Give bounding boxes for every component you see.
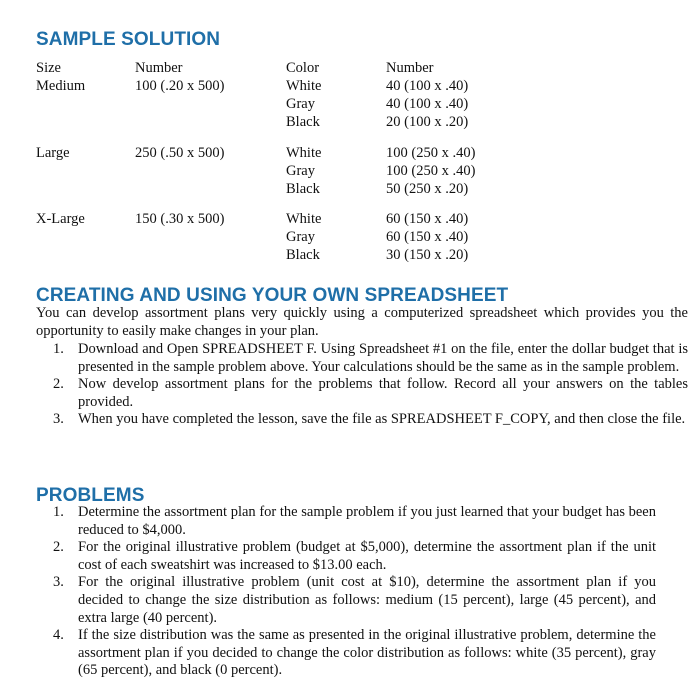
column-header-number: Number bbox=[135, 60, 183, 76]
count-white: 100 (250 x .40) bbox=[386, 145, 476, 161]
size-medium: Medium bbox=[36, 78, 86, 94]
list-number: 3. bbox=[53, 411, 64, 428]
list-number: 3. bbox=[53, 574, 64, 591]
color-black: Black bbox=[286, 247, 320, 263]
medium-color-counts bbox=[386, 77, 468, 131]
spreadsheet-section-heading: CREATING AND USING YOUR OWN SPREADSHEET bbox=[36, 285, 509, 306]
color-black: Black bbox=[286, 114, 320, 130]
column-header-size: Size bbox=[36, 60, 61, 76]
color-white: White bbox=[286, 78, 322, 94]
sample-solution-heading: SAMPLE SOLUTION bbox=[36, 29, 221, 50]
size-large-number: 250 (.50 x 500) bbox=[135, 145, 225, 161]
color-white: White bbox=[286, 211, 322, 227]
count-gray: 100 (250 x .40) bbox=[386, 163, 476, 179]
list-item bbox=[36, 376, 688, 411]
problems-heading: PROBLEMS bbox=[36, 485, 145, 506]
color-gray: Gray bbox=[286, 229, 315, 245]
spreadsheet-intro: You can develop assortment plans very quickly using a computerized spreadsheet which provides you the opportunity to easily make changes in your plan. bbox=[36, 305, 688, 339]
list-item bbox=[36, 627, 656, 680]
size-medium-number: 100 (.20 x 500) bbox=[135, 78, 225, 94]
size-x-large-number: 150 (.30 x 500) bbox=[135, 211, 225, 227]
size-large: Large bbox=[36, 145, 70, 161]
list-item bbox=[36, 574, 656, 627]
list-text: For the original illustrative problem (budget at $5,000), determine the assortment plan if the unit cost of each sweatshirt was increased to $13.00 each. bbox=[78, 539, 656, 573]
list-text: Download and Open SPREADSHEET F. Using Spreadsheet #1 on the file, enter the dollar budget that is presented in the sample problem above. Your calculations should be the same as in the sample problem. bbox=[78, 341, 688, 375]
count-gray: 60 (150 x .40) bbox=[386, 229, 469, 245]
count-black: 20 (100 x .20) bbox=[386, 114, 469, 130]
problems-list bbox=[36, 504, 656, 680]
count-white: 40 (100 x .40) bbox=[386, 78, 469, 94]
x-large-color-counts bbox=[386, 210, 468, 264]
size-x-large: X-Large bbox=[36, 211, 85, 227]
list-item bbox=[36, 341, 688, 376]
list-item bbox=[36, 539, 656, 574]
list-number: 1. bbox=[53, 341, 64, 357]
list-text: If the size distribution was the same as presented in the original illustrative problem, determine the assortment plan if you decided to change the color distribution as follows: white (35 percent), gray (65 percent), and black (0 percent). bbox=[78, 627, 656, 679]
large-colors bbox=[286, 144, 321, 198]
medium-colors bbox=[286, 77, 321, 131]
list-number: 4. bbox=[53, 627, 64, 644]
list-item bbox=[36, 504, 656, 539]
column-header-color: Color bbox=[286, 60, 320, 76]
color-gray: Gray bbox=[286, 96, 315, 112]
list-text: Now develop assortment plans for the problems that follow. Record all your answers on the tables provided. bbox=[78, 376, 688, 410]
count-black: 50 (250 x .20) bbox=[386, 181, 469, 197]
list-item bbox=[36, 411, 688, 429]
list-number: 1. bbox=[53, 504, 64, 520]
column-header-color-number: Number bbox=[386, 60, 434, 76]
list-number: 2. bbox=[53, 539, 64, 556]
list-number: 2. bbox=[53, 376, 64, 393]
x-large-colors bbox=[286, 210, 321, 264]
color-white: White bbox=[286, 145, 322, 161]
large-color-counts bbox=[386, 144, 475, 198]
color-black: Black bbox=[286, 181, 320, 197]
color-gray: Gray bbox=[286, 163, 315, 179]
list-text: When you have completed the lesson, save the file as SPREADSHEET F_COPY, and then close the file. bbox=[78, 411, 686, 428]
count-black: 30 (150 x .20) bbox=[386, 247, 469, 263]
spreadsheet-steps bbox=[36, 341, 688, 429]
list-text: For the original illustrative problem (unit cost at $10), determine the assortment plan if you decided to change the size distribution as follows: medium (15 percent), large (45 percent), and extra large (40 percent). bbox=[78, 574, 656, 626]
count-white: 60 (150 x .40) bbox=[386, 211, 469, 227]
count-gray: 40 (100 x .40) bbox=[386, 96, 469, 112]
list-text: Determine the assortment plan for the sample problem if you just learned that your budget has been reduced to $4,000. bbox=[78, 504, 656, 538]
